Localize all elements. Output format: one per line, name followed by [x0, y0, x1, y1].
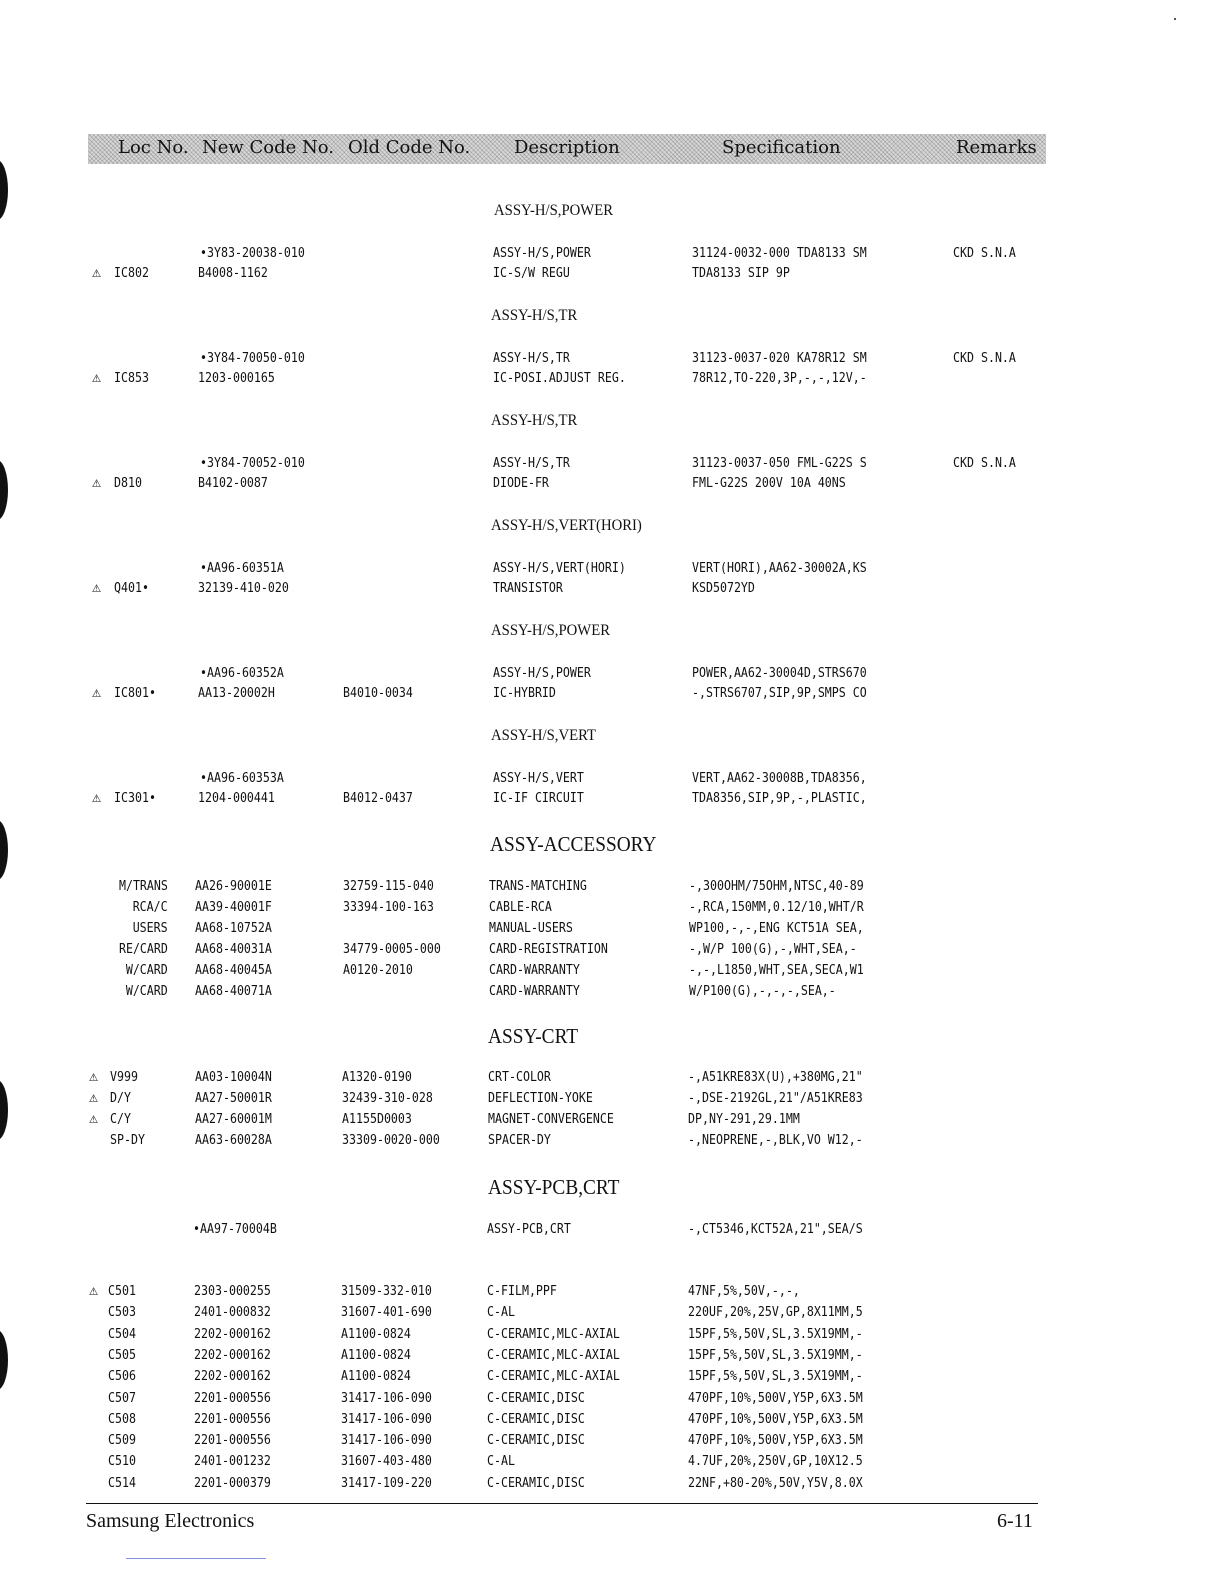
header-loc-no: Loc No. — [118, 137, 189, 158]
loc-no: C505 — [108, 1346, 136, 1363]
description: DEFLECTION-YOKE — [488, 1090, 593, 1106]
safety-warning-icon: ⚠ — [92, 263, 102, 281]
new-code-no: 2303-000255 — [194, 1283, 271, 1299]
loc-no: C501 — [108, 1283, 136, 1299]
loc-no: IC801• — [114, 685, 156, 701]
loc-no: W/CARD — [126, 983, 168, 999]
specification: 22NF,+80-20%,50V,Y5V,8.0X — [688, 1474, 863, 1491]
specification: 470PF,10%,500V,Y5P,6X3.5M — [688, 1389, 863, 1406]
binding-mark — [0, 460, 8, 520]
old-code-no: 31607-401-690 — [341, 1304, 432, 1321]
loc-no: SP-DY — [110, 1132, 145, 1148]
safety-warning-icon: ⚠ — [89, 1088, 99, 1106]
assy-new-code: •3Y83-20038-010 — [200, 245, 305, 261]
specification: -,RCA,150MM,0.12/10,WHT/R — [689, 899, 864, 915]
specification: TDA8133 SIP 9P — [692, 265, 790, 281]
description: DIODE-FR — [493, 475, 549, 491]
description: MAGNET-CONVERGENCE — [488, 1111, 614, 1127]
description: IC-POSI.ADJUST REG. — [493, 370, 626, 386]
specification: 470PF,10%,500V,Y5P,6X3.5M — [688, 1410, 863, 1427]
new-code-no: 2202-000162 — [194, 1325, 271, 1342]
old-code-no: A1100-0824 — [341, 1368, 411, 1385]
group-title: ASSY-H/S,TR — [491, 307, 578, 324]
specification: WP100,-,-,ENG KCT51A SEA, — [689, 920, 864, 936]
assy-description: ASSY-H/S,POWER — [493, 665, 591, 681]
new-code-no: 2202-000162 — [194, 1368, 271, 1385]
specification: -,A51KRE83X(U),+380MG,21" — [688, 1069, 863, 1085]
loc-no: C503 — [108, 1304, 136, 1321]
description: C-CERAMIC,DISC — [487, 1410, 585, 1427]
description: CARD-WARRANTY — [489, 962, 580, 978]
specification: -,NEOPRENE,-,BLK,VO W12,- — [688, 1132, 863, 1148]
old-code-no: 34779-0005-000 — [343, 941, 441, 957]
specification: 15PF,5%,50V,SL,3.5X19MM,- — [688, 1346, 863, 1363]
pcb-crt-assy-code: •AA97-70004B — [193, 1221, 277, 1237]
new-code-no: AA68-40071A — [195, 983, 272, 999]
loc-no: IC301• — [114, 790, 156, 806]
remarks: CKD S.N.A — [953, 350, 1016, 366]
description: IC-S/W REGU — [493, 265, 570, 281]
old-code-no: 31417-106-090 — [341, 1432, 432, 1449]
old-code-no: 33394-100-163 — [343, 899, 434, 915]
description: C-CERAMIC,MLC-AXIAL — [487, 1346, 620, 1363]
description: C-CERAMIC,DISC — [487, 1474, 585, 1491]
assy-new-code: •AA96-60353A — [200, 770, 284, 786]
new-code-no: AA63-60028A — [195, 1132, 272, 1148]
description: IC-IF CIRCUIT — [493, 790, 584, 806]
old-code-no: A1100-0824 — [341, 1346, 411, 1363]
old-code-no: 32439-310-028 — [342, 1090, 433, 1106]
new-code-no: 2201-000556 — [194, 1389, 271, 1406]
binding-mark — [0, 820, 8, 880]
assy-new-code: •AA96-60352A — [200, 665, 284, 681]
header-old-code-no: Old Code No. — [348, 137, 471, 158]
description: C-CERAMIC,DISC — [487, 1389, 585, 1406]
header-specification: Specification — [722, 137, 841, 158]
loc-no: C509 — [108, 1432, 136, 1449]
specification: -,300OHM/75OHM,NTSC,40-89 — [689, 878, 864, 894]
new-code-no: 1204-000441 — [198, 790, 275, 806]
specification: TDA8356,SIP,9P,-,PLASTIC, — [692, 790, 867, 806]
scan-speck — [1174, 18, 1176, 20]
loc-no: RCA/C — [133, 899, 168, 915]
new-code-no: 2201-000556 — [194, 1410, 271, 1427]
description: C-CERAMIC,DISC — [487, 1432, 585, 1449]
loc-no: V999 — [110, 1069, 138, 1085]
remarks: CKD S.N.A — [953, 455, 1016, 471]
new-code-no: AA39-40001F — [195, 899, 272, 915]
old-code-no: A1100-0824 — [341, 1325, 411, 1342]
section-title-accessory: ASSY-ACCESSORY — [490, 832, 657, 856]
assy-new-code: •AA96-60351A — [200, 560, 284, 576]
group-title: ASSY-H/S,POWER — [491, 622, 611, 639]
old-code-no: 31607-403-480 — [341, 1453, 432, 1470]
old-code-no: 31417-106-090 — [341, 1410, 432, 1427]
assy-description: ASSY-H/S,VERT(HORI) — [493, 560, 626, 576]
new-code-no: B4102-0087 — [198, 475, 268, 491]
old-code-no: A0120-2010 — [343, 962, 413, 978]
old-code-no: A1320-0190 — [342, 1069, 412, 1085]
specification: W/P100(G),-,-,-,SEA,- — [689, 983, 836, 999]
new-code-no: 1203-000165 — [198, 370, 275, 386]
specification: -,W/P 100(G),-,WHT,SEA,- — [689, 941, 857, 957]
loc-no: C506 — [108, 1368, 136, 1385]
new-code-no: 2202-000162 — [194, 1346, 271, 1363]
new-code-no: AA27-50001R — [195, 1090, 272, 1106]
safety-warning-icon: ⚠ — [89, 1281, 99, 1299]
description: TRANS-MATCHING — [489, 878, 587, 894]
safety-warning-icon: ⚠ — [92, 788, 102, 806]
assy-specification: VERT,AA62-30008B,TDA8356, — [692, 770, 867, 786]
loc-no: C514 — [108, 1474, 136, 1491]
specification: 15PF,5%,50V,SL,3.5X19MM,- — [688, 1325, 863, 1342]
group-title: ASSY-H/S,VERT — [491, 727, 597, 744]
loc-no: IC802 — [114, 265, 149, 281]
specification: 4.7UF,20%,250V,GP,10X12.5 — [688, 1453, 863, 1470]
description: C-AL — [487, 1304, 515, 1321]
assy-specification: 31123-0037-020 KA78R12 SM — [692, 350, 867, 366]
loc-no: D810 — [114, 475, 142, 491]
new-code-no: 2201-000379 — [194, 1474, 271, 1491]
description: IC-HYBRID — [493, 685, 556, 701]
new-code-no: 32139-410-020 — [198, 580, 289, 596]
assy-description: ASSY-H/S,TR — [493, 350, 570, 366]
loc-no: D/Y — [110, 1090, 131, 1106]
footer-page-number: 6-11 — [997, 1510, 1033, 1532]
new-code-no: AA03-10004N — [195, 1069, 272, 1085]
old-code-no: 31509-332-010 — [341, 1283, 432, 1299]
description: C-AL — [487, 1453, 515, 1470]
header-remarks: Remarks — [956, 137, 1037, 158]
safety-warning-icon: ⚠ — [89, 1067, 99, 1085]
section-title-crt: ASSY-CRT — [488, 1024, 579, 1048]
description: CARD-REGISTRATION — [489, 941, 608, 957]
specification: -,DSE-2192GL,21"/A51KRE83 — [688, 1090, 863, 1106]
assy-new-code: •3Y84-70050-010 — [200, 350, 305, 366]
assy-description: ASSY-H/S,POWER — [493, 245, 591, 261]
pcb-crt-assy-spec: -,CT5346,KCT52A,21",SEA/S — [688, 1221, 863, 1237]
safety-warning-icon: ⚠ — [92, 578, 102, 596]
new-code-no: AA68-10752A — [195, 920, 272, 936]
description: C-CERAMIC,MLC-AXIAL — [487, 1368, 620, 1385]
loc-no: C/Y — [110, 1111, 131, 1127]
remarks: CKD S.N.A — [953, 245, 1016, 261]
specification: KSD5072YD — [692, 580, 755, 596]
binding-mark — [0, 1330, 8, 1390]
description: C-FILM,PPF — [487, 1283, 557, 1299]
new-code-no: B4008-1162 — [198, 265, 268, 281]
loc-no: C508 — [108, 1410, 136, 1427]
new-code-no: AA13-20002H — [198, 685, 275, 701]
loc-no: M/TRANS — [119, 878, 168, 894]
loc-no: W/CARD — [126, 962, 168, 978]
assy-specification: VERT(HORI),AA62-30002A,KS — [692, 560, 867, 576]
loc-no: Q401• — [114, 580, 149, 596]
new-code-no: 2401-000832 — [194, 1304, 271, 1321]
safety-warning-icon: ⚠ — [89, 1109, 99, 1127]
old-code-no: A1155D0003 — [342, 1111, 412, 1127]
loc-no: C504 — [108, 1325, 136, 1342]
column-header-bar — [88, 134, 1046, 164]
description: C-CERAMIC,MLC-AXIAL — [487, 1325, 620, 1342]
description: SPACER-DY — [488, 1132, 551, 1148]
new-code-no: 2401-001232 — [194, 1453, 271, 1470]
loc-no: IC853 — [114, 370, 149, 386]
specification: 220UF,20%,25V,GP,8X11MM,5 — [688, 1304, 863, 1321]
specification: DP,NY-291,29.1MM — [688, 1111, 800, 1127]
specification: FML-G22S 200V 10A 40NS — [692, 475, 846, 491]
scan-blue-rule — [126, 1558, 266, 1559]
specification: -,-,L1850,WHT,SEA,SECA,W1 — [689, 962, 864, 978]
new-code-no: AA26-90001E — [195, 878, 272, 894]
assy-description: ASSY-H/S,TR — [493, 455, 570, 471]
group-title: ASSY-H/S,VERT(HORI) — [491, 517, 642, 534]
assy-specification: 31124-0032-000 TDA8133 SM — [692, 245, 867, 261]
old-code-no: 31417-106-090 — [341, 1389, 432, 1406]
loc-no: C510 — [108, 1453, 136, 1470]
footer-company: Samsung Electronics — [86, 1510, 255, 1532]
old-code-no: B4012-0437 — [343, 790, 413, 806]
description: CABLE-RCA — [489, 899, 552, 915]
safety-warning-icon: ⚠ — [92, 683, 102, 701]
specification: 47NF,5%,50V,-,-, — [688, 1283, 800, 1299]
header-new-code-no: New Code No. — [202, 137, 335, 158]
assy-specification: POWER,AA62-30004D,STRS670 — [692, 665, 867, 681]
footer-rule — [86, 1503, 1038, 1504]
group-title: ASSY-H/S,POWER — [494, 202, 614, 219]
old-code-no: 31417-109-220 — [341, 1474, 432, 1491]
description: TRANSISTOR — [493, 580, 563, 596]
new-code-no: 2201-000556 — [194, 1432, 271, 1449]
safety-warning-icon: ⚠ — [92, 473, 102, 491]
assy-new-code: •3Y84-70052-010 — [200, 455, 305, 471]
loc-no: RE/CARD — [119, 941, 168, 957]
new-code-no: AA27-60001M — [195, 1111, 272, 1127]
description: MANUAL-USERS — [489, 920, 573, 936]
loc-no: C507 — [108, 1389, 136, 1406]
new-code-no: AA68-40031A — [195, 941, 272, 957]
old-code-no: 32759-115-040 — [343, 878, 434, 894]
specification: 470PF,10%,500V,Y5P,6X3.5M — [688, 1432, 863, 1449]
assy-description: ASSY-H/S,VERT — [493, 770, 584, 786]
assy-specification: 31123-0037-050 FML-G22S S — [692, 455, 867, 471]
group-title: ASSY-H/S,TR — [491, 412, 578, 429]
pcb-crt-assy-desc: ASSY-PCB,CRT — [487, 1221, 571, 1237]
specification: 15PF,5%,50V,SL,3.5X19MM,- — [688, 1368, 863, 1385]
old-code-no: 33309-0020-000 — [342, 1132, 440, 1148]
loc-no: USERS — [133, 920, 168, 936]
specification: -,STRS6707,SIP,9P,SMPS CO — [692, 685, 867, 701]
header-description: Description — [514, 137, 620, 158]
binding-mark — [0, 1080, 8, 1140]
binding-mark — [0, 160, 8, 220]
safety-warning-icon: ⚠ — [92, 368, 102, 386]
description: CARD-WARRANTY — [489, 983, 580, 999]
new-code-no: AA68-40045A — [195, 962, 272, 978]
description: CRT-COLOR — [488, 1069, 551, 1085]
section-title-pcb-crt: ASSY-PCB,CRT — [488, 1175, 620, 1199]
specification: 78R12,TO-220,3P,-,-,12V,- — [692, 370, 867, 386]
old-code-no: B4010-0034 — [343, 685, 413, 701]
